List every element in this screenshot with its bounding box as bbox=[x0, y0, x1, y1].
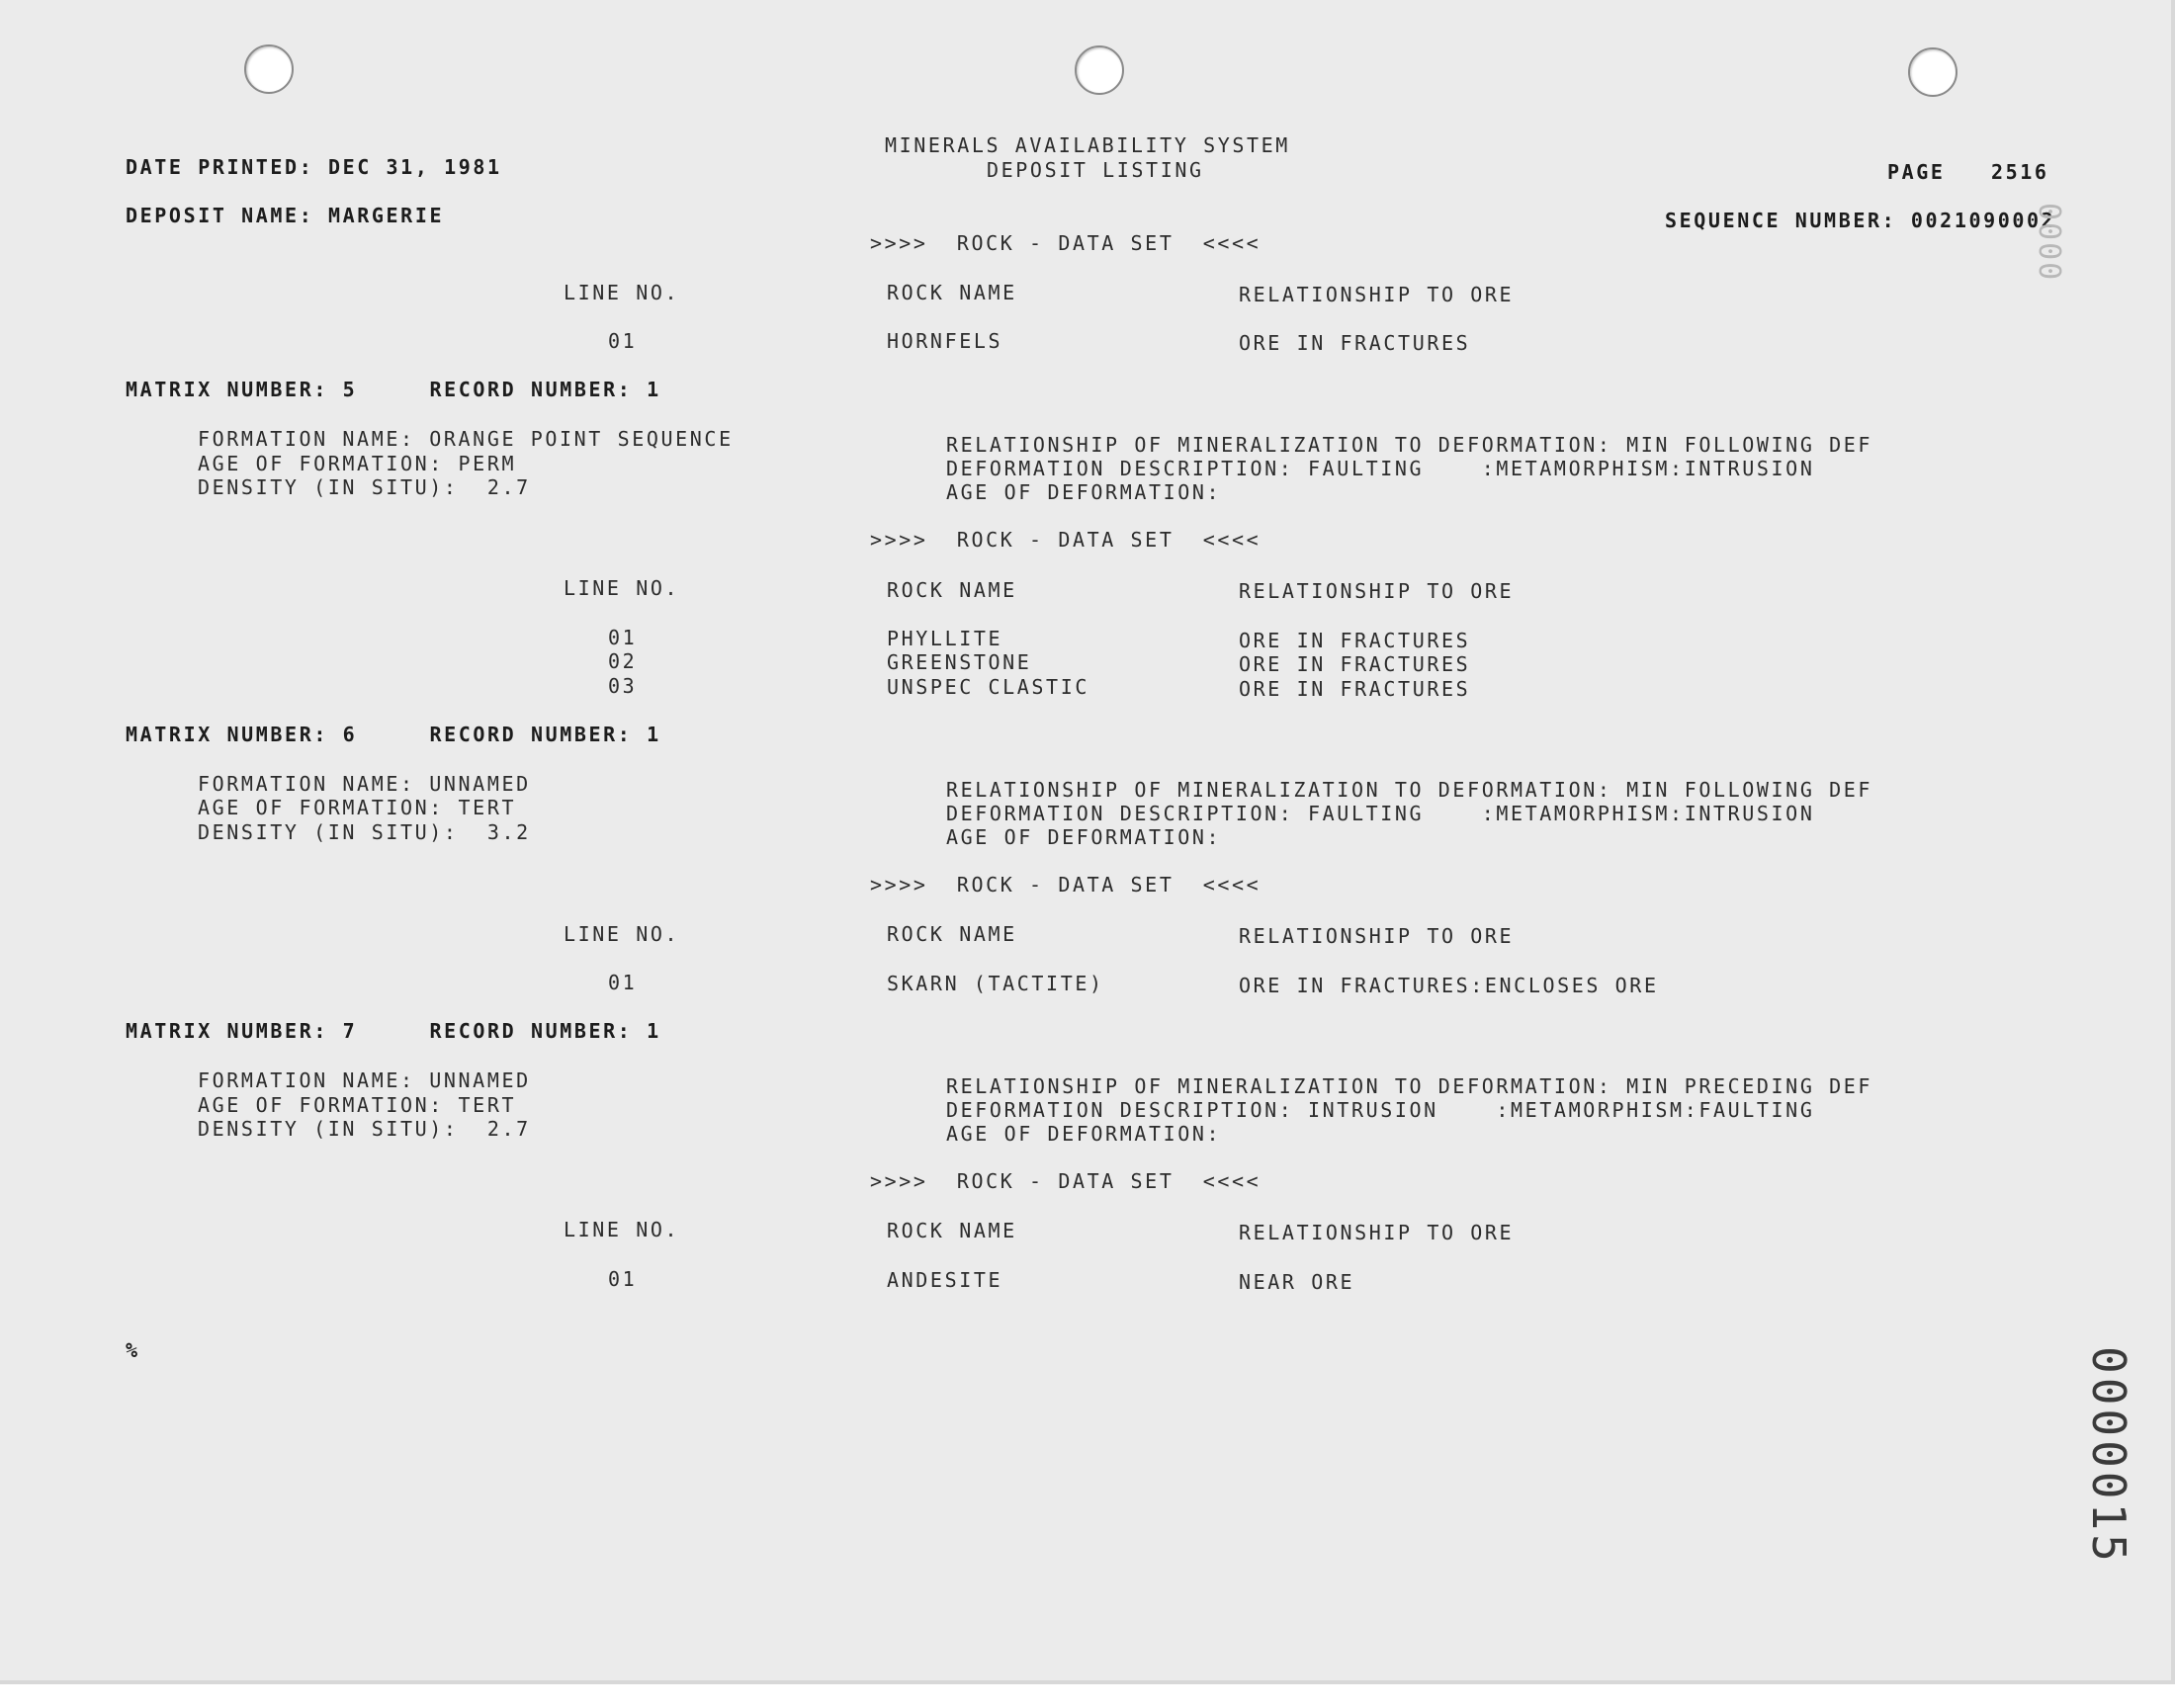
rock-relationship: NEAR ORE bbox=[1239, 1270, 1355, 1294]
formation-density: DENSITY (IN SITU): 2.7 bbox=[198, 475, 531, 499]
matrix-header: MATRIX NUMBER: 5 RECORD NUMBER: 1 bbox=[126, 378, 661, 401]
system-title: MINERALS AVAILABILITY SYSTEM bbox=[885, 133, 1290, 157]
rock-name: PHYLLITE bbox=[887, 627, 1003, 650]
deformation-age: AGE OF DEFORMATION: bbox=[946, 1122, 1222, 1146]
side-stamp-number: 0000015 bbox=[2082, 1346, 2135, 1566]
rock-data-set-title: >>>> ROCK - DATA SET <<<< bbox=[870, 1169, 1262, 1193]
rock-name: ANDESITE bbox=[887, 1268, 1003, 1292]
rock-name: HORNFELS bbox=[887, 329, 1003, 353]
column-header-rock-name: ROCK NAME bbox=[887, 1219, 1017, 1242]
formation-density: DENSITY (IN SITU): 3.2 bbox=[198, 820, 531, 844]
rock-line-no: 01 bbox=[608, 971, 638, 994]
deformation-age: AGE OF DEFORMATION: bbox=[946, 825, 1222, 849]
deformation-description: DEFORMATION DESCRIPTION: FAULTING :METAMORPHISM:INTRUSION bbox=[946, 457, 1815, 480]
column-header-line-no: LINE NO. bbox=[564, 922, 680, 946]
punch-hole-left bbox=[244, 44, 294, 94]
formation-density: DENSITY (IN SITU): 2.7 bbox=[198, 1117, 531, 1141]
formation-name: FORMATION NAME: ORANGE POINT SEQUENCE bbox=[198, 427, 734, 451]
rock-relationship: ORE IN FRACTURES bbox=[1239, 331, 1471, 355]
column-header-line-no: LINE NO. bbox=[564, 1218, 680, 1241]
punch-hole-right bbox=[1908, 47, 1958, 97]
date-printed: DATE PRINTED: DEC 31, 1981 bbox=[126, 155, 502, 179]
formation-name: FORMATION NAME: UNNAMED bbox=[198, 772, 531, 796]
rock-relationship: ORE IN FRACTURES bbox=[1239, 629, 1471, 652]
rock-line-no: 01 bbox=[608, 329, 638, 353]
rock-name: SKARN (TACTITE) bbox=[887, 972, 1104, 995]
footer-percent-mark: % bbox=[126, 1338, 140, 1362]
rock-name: GREENSTONE bbox=[887, 650, 1032, 674]
mineralization-deformation: RELATIONSHIP OF MINERALIZATION TO DEFORMATION: MIN FOLLOWING DEF bbox=[946, 778, 1873, 802]
column-header-relationship: RELATIONSHIP TO ORE bbox=[1239, 924, 1515, 948]
rock-line-no: 01 bbox=[608, 1267, 638, 1291]
deformation-age: AGE OF DEFORMATION: bbox=[946, 480, 1222, 504]
rock-data-set-title: >>>> ROCK - DATA SET <<<< bbox=[870, 873, 1262, 897]
deformation-description: DEFORMATION DESCRIPTION: FAULTING :METAMORPHISM:INTRUSION bbox=[946, 802, 1815, 825]
listing-title: DEPOSIT LISTING bbox=[987, 158, 1204, 182]
sequence-number: SEQUENCE NUMBER: 0021090002 bbox=[1665, 209, 2056, 232]
column-header-relationship: RELATIONSHIP TO ORE bbox=[1239, 579, 1515, 603]
deposit-name: DEPOSIT NAME: MARGERIE bbox=[126, 204, 445, 227]
column-header-relationship: RELATIONSHIP TO ORE bbox=[1239, 283, 1515, 306]
matrix-header: MATRIX NUMBER: 7 RECORD NUMBER: 1 bbox=[126, 1019, 661, 1043]
column-header-rock-name: ROCK NAME bbox=[887, 922, 1017, 946]
formation-age: AGE OF FORMATION: PERM bbox=[198, 452, 517, 475]
deformation-description: DEFORMATION DESCRIPTION: INTRUSION :METAMORPHISM:FAULTING bbox=[946, 1098, 1815, 1122]
formation-age: AGE OF FORMATION: TERT bbox=[198, 796, 517, 819]
rock-data-set-title: >>>> ROCK - DATA SET <<<< bbox=[870, 528, 1262, 552]
rock-relationship: ORE IN FRACTURES bbox=[1239, 652, 1471, 676]
mineralization-deformation: RELATIONSHIP OF MINERALIZATION TO DEFORMATION: MIN PRECEDING DEF bbox=[946, 1074, 1873, 1098]
column-header-rock-name: ROCK NAME bbox=[887, 281, 1017, 304]
column-header-rock-name: ROCK NAME bbox=[887, 578, 1017, 602]
page-label: PAGE bbox=[1887, 160, 1946, 184]
rock-line-no: 03 bbox=[608, 674, 638, 698]
column-header-relationship: RELATIONSHIP TO ORE bbox=[1239, 1221, 1515, 1244]
rock-relationship: ORE IN FRACTURES bbox=[1239, 677, 1471, 701]
matrix-header: MATRIX NUMBER: 6 RECORD NUMBER: 1 bbox=[126, 723, 661, 746]
rock-line-no: 01 bbox=[608, 626, 638, 649]
formation-age: AGE OF FORMATION: TERT bbox=[198, 1093, 517, 1117]
mineralization-deformation: RELATIONSHIP OF MINERALIZATION TO DEFORMATION: MIN FOLLOWING DEF bbox=[946, 433, 1873, 457]
rock-relationship: ORE IN FRACTURES:ENCLOSES ORE bbox=[1239, 974, 1659, 997]
rock-data-set-title: >>>> ROCK - DATA SET <<<< bbox=[870, 231, 1262, 255]
column-header-line-no: LINE NO. bbox=[564, 281, 680, 304]
rock-name: UNSPEC CLASTIC bbox=[887, 675, 1089, 699]
page-number: 2516 bbox=[1991, 160, 2049, 184]
side-stamp-faint: 0000 bbox=[2032, 203, 2066, 283]
column-header-line-no: LINE NO. bbox=[564, 576, 680, 600]
punch-hole-center bbox=[1075, 45, 1124, 95]
rock-line-no: 02 bbox=[608, 649, 638, 673]
formation-name: FORMATION NAME: UNNAMED bbox=[198, 1068, 531, 1092]
